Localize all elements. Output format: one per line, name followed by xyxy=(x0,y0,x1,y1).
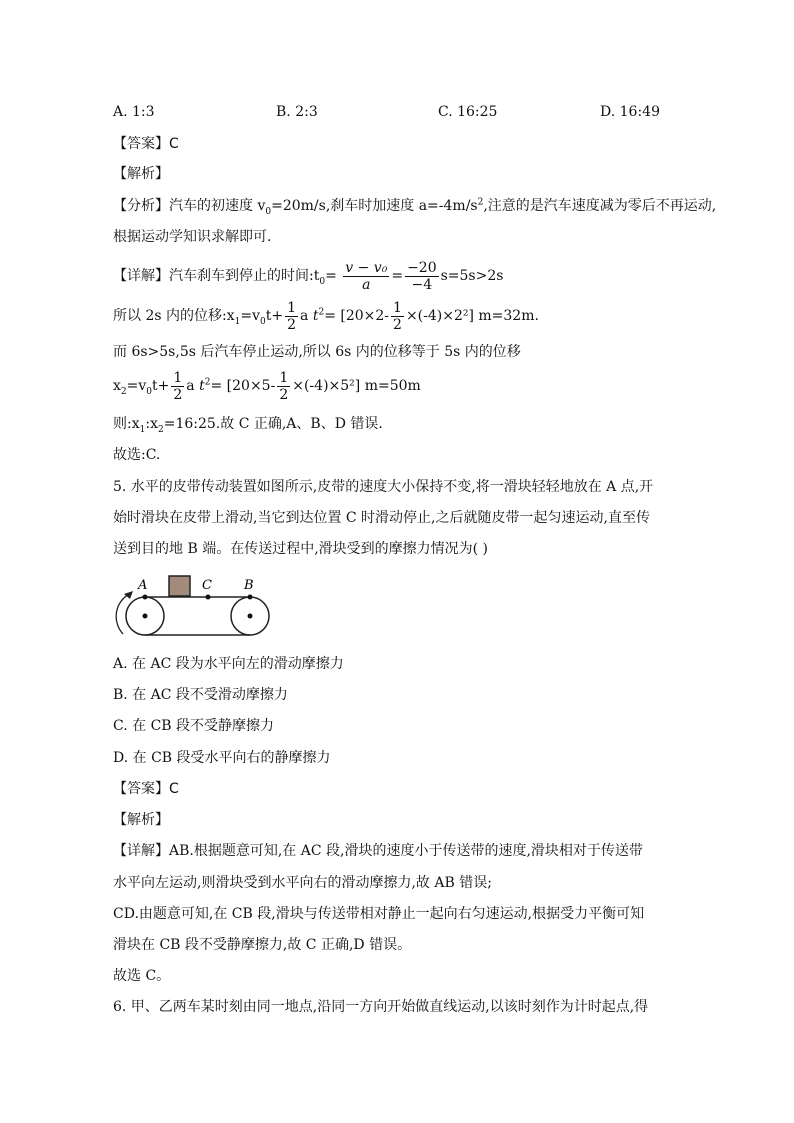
left-pulley-axle xyxy=(143,614,148,619)
detail-sub: 0 xyxy=(319,276,326,287)
q4-option-a: A. 1:3 xyxy=(113,104,155,120)
q5-detail-line3: CD.由题意可知,在 CB 段,滑块与传送带相对静止一起向右匀速运动,根据受力平衡可知 xyxy=(113,906,645,922)
frac-den: 2 xyxy=(287,316,296,333)
q4-displacement-2s: 所以 2s 内的位移$:x_1=v_0t+$ $\frac{1}{2}$ a $t^2= [20\times 2-$ $\frac{1}{2}$ ×(-4)×2²] m=32m. xyxy=(113,299,539,333)
q5-stem-line3: 送到目的地 B 端。在传送过程中,滑块受到的摩擦力情况为( ) xyxy=(113,541,489,557)
detail-tag: 【详解】 xyxy=(113,268,169,284)
q4-x2: $x_2=v_0t+$ $\frac{1}{2}$ a $t^2= [20\times 5-$ $\frac{1}{2}$ ×(-4)×5²] m=50m xyxy=(113,369,421,403)
q5-option-b: B. 在 AC 段不受滑动摩擦力 xyxy=(113,687,288,703)
q5-detail-line1: 【详解】AB.根据题意可知,在 AC 段,滑块的速度小于传送带的速度,滑块相对于传送带 xyxy=(113,843,643,859)
rotation-arrowhead xyxy=(124,591,133,599)
fenxi-text-c: ,注意的是汽车速度减为零后不再运动, xyxy=(483,198,717,214)
q4-ratio: 则$:x_1:x_2=16:25$.故 C 正确,A、B、D 错误. xyxy=(113,416,383,435)
frac-num: 1 xyxy=(287,299,296,316)
x2-text: x xyxy=(113,378,121,394)
q4-option-c: C. 16:25 xyxy=(438,104,498,120)
disp-text-e: = [20×2- xyxy=(324,308,390,324)
fenxi-text-b: =20m/s,刹车时加速度 a=-4m/s xyxy=(271,198,478,214)
q6-stem-line1: 6. 甲、乙两车某时刻由同一地点,沿同一方向开始做直线运动,以该时刻作为计时起点,得 xyxy=(113,999,649,1015)
q5-option-d: D. 在 CB 段受水平向右的静摩擦力 xyxy=(113,750,331,766)
slider-block xyxy=(169,576,190,596)
fraction-v-minus-v0-over-a xyxy=(343,260,389,293)
x2-text-b: =v xyxy=(126,378,147,394)
q4-analysis-label: 【解析】 xyxy=(113,166,169,182)
q5-detail-line2: 水平向左运动,则滑块受到水平向右的滑动摩擦力,故 AB 错误; xyxy=(113,875,492,891)
label-c: C xyxy=(202,578,212,593)
x2-t: t xyxy=(199,378,205,394)
q4-option-d: D. 16:49 xyxy=(600,104,660,120)
detail-text: 汽车刹车到停止的时间:t xyxy=(169,268,320,284)
detail-end: s=5s>2s xyxy=(440,268,504,284)
fraction-minus20-over-minus4 xyxy=(405,260,439,293)
frac-num: 1 xyxy=(279,369,289,386)
q4-6s-line: 而 6s>5s,5s 后汽车停止运动,所以 6s 内的位移等于 5s 内的位移 xyxy=(113,344,521,360)
fenxi-sup: 2 xyxy=(477,197,484,208)
detail-eq: = xyxy=(325,268,337,284)
disp-text-c: t+ xyxy=(265,308,284,324)
q5-option-c: C. 在 CB 段不受静摩擦力 xyxy=(113,718,275,734)
q5-option-a: A. 在 AC 段为水平向左的滑动摩擦力 xyxy=(113,656,344,672)
q5-stem-line2: 始时滑块在皮带上滑动,当它到达位置 C 时滑动停止,之后就随皮带一起匀速运动,直至传 xyxy=(113,510,650,526)
q4-options xyxy=(113,104,673,124)
frac-num: v − v₀ xyxy=(345,259,388,276)
x2-text-d: a xyxy=(186,378,195,394)
fraction-one-half-4 xyxy=(277,370,290,403)
q5-stem-line1: 5. 水平的皮带传动装置如图所示,皮带的速度大小保持不变,将一滑块轻轻地放在 A 点,开 xyxy=(113,479,654,495)
x2-text-e: = [20×5- xyxy=(210,378,276,394)
q4-answer: 【答案】C xyxy=(113,136,179,152)
x2-text-f: ×(-4)×5²] m=50m xyxy=(292,378,421,394)
frac-den: a xyxy=(362,276,371,293)
q4-fenxi-line2: 根据运动学知识求解即可. xyxy=(113,229,272,245)
frac-den: 2 xyxy=(173,386,183,403)
q4-choose: 故选:C. xyxy=(113,447,161,463)
disp-text: 所以 2s 内的位移:x xyxy=(113,308,235,324)
q4-detail: 【详解】汽车刹车到停止的时间$:t_0=$ $\frac{\text{v − v₀}}{a}$ = $\frac{-20}{-4}$ s=5s>2s xyxy=(113,259,504,293)
disp-t: t xyxy=(312,308,319,324)
frac-num: 1 xyxy=(393,299,402,316)
q5-detail-line4: 滑块在 CB 段不受静摩擦力,故 C 正确,D 错误。 xyxy=(113,937,412,953)
q5-choose: 故选 C。 xyxy=(113,968,171,984)
point-c-dot xyxy=(206,595,211,600)
fenxi-sub: 0 xyxy=(265,206,272,217)
frac-den: −4 xyxy=(411,276,433,293)
disp-text-f: ×(-4)×2²] m=32m. xyxy=(405,308,539,324)
rotation-arrow xyxy=(116,594,129,634)
ratio-text: 则:x xyxy=(113,416,140,432)
point-b-dot xyxy=(248,595,253,600)
fraction-one-half-2 xyxy=(391,300,404,333)
fenxi-text: 汽车的初速度 v xyxy=(169,198,266,214)
frac-den: 2 xyxy=(279,386,289,403)
q5-answer: 【答案】C xyxy=(113,781,179,797)
ratio-text-c: =16:25.故 C 正确,A、B、D 错误. xyxy=(163,416,383,432)
ratio-text-b: :x xyxy=(145,416,158,432)
frac-num: 1 xyxy=(173,369,183,386)
label-b: B xyxy=(244,578,254,593)
point-a-dot xyxy=(143,595,148,600)
conveyor-belt-figure xyxy=(108,568,280,644)
right-pulley-axle xyxy=(248,614,253,619)
q5-analysis-label: 【解析】 xyxy=(113,812,169,828)
disp-text-d: a xyxy=(300,308,309,324)
q4-fenxi xyxy=(113,196,716,216)
fenxi-tag: 【分析】 xyxy=(113,198,169,214)
fraction-one-half xyxy=(285,300,298,333)
x2-text-c: t+ xyxy=(152,378,170,394)
label-a: A xyxy=(138,578,148,593)
fraction-one-half-3 xyxy=(171,370,184,403)
frac-num: −20 xyxy=(407,259,437,276)
frac-den: 2 xyxy=(393,316,402,333)
q4-option-b: B. 2:3 xyxy=(276,104,318,120)
disp-text-b: =v xyxy=(240,308,260,324)
